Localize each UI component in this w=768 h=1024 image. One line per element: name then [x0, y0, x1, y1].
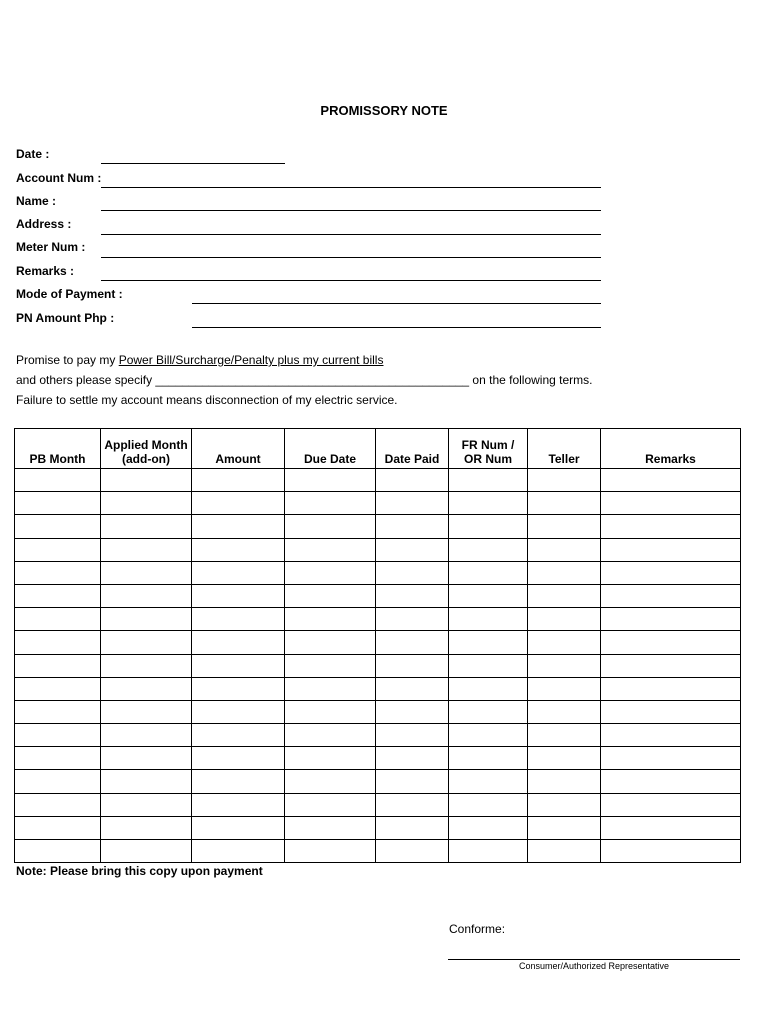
promise-underlined: Power Bill/Surcharge/Penalty plus my current bills	[118, 353, 384, 367]
table-cell[interactable]	[376, 700, 449, 723]
table-cell[interactable]	[101, 654, 192, 677]
table-cell[interactable]	[449, 515, 528, 538]
table-cell[interactable]	[101, 492, 192, 515]
table-cell[interactable]	[528, 469, 601, 492]
table-row	[15, 608, 741, 631]
table-cell[interactable]	[15, 654, 101, 677]
table-row	[15, 469, 741, 492]
table-cell[interactable]	[601, 631, 741, 654]
table-cell[interactable]	[449, 492, 528, 515]
table-cell[interactable]	[15, 538, 101, 561]
table-cell[interactable]	[376, 608, 449, 631]
table-cell[interactable]	[101, 747, 192, 770]
table-cell[interactable]	[15, 631, 101, 654]
header-pb-month: PB Month	[15, 429, 101, 469]
table-header-row	[15, 429, 741, 469]
table-cell[interactable]	[528, 677, 601, 700]
table-cell[interactable]	[601, 654, 741, 677]
table-cell[interactable]	[449, 770, 528, 793]
table-cell[interactable]	[101, 608, 192, 631]
table-cell[interactable]	[376, 492, 449, 515]
table-cell[interactable]	[285, 724, 376, 747]
table-cell[interactable]	[192, 700, 285, 723]
table-row	[15, 654, 741, 677]
address-field[interactable]	[101, 234, 601, 235]
mode-of-payment-field[interactable]	[192, 303, 601, 304]
table-cell[interactable]	[285, 631, 376, 654]
table-cell[interactable]	[15, 492, 101, 515]
signature-line[interactable]	[448, 959, 740, 960]
table-cell[interactable]	[15, 770, 101, 793]
table-cell[interactable]	[101, 677, 192, 700]
table-cell[interactable]	[376, 561, 449, 584]
remarks-field[interactable]	[101, 280, 601, 281]
date-label: Date :	[16, 147, 50, 161]
table-cell[interactable]	[601, 561, 741, 584]
meter-num-label: Meter Num :	[16, 240, 86, 254]
table-cell[interactable]	[15, 700, 101, 723]
table-row	[15, 840, 741, 863]
table-body	[15, 469, 741, 863]
meter-num-field[interactable]	[101, 257, 601, 258]
table-cell[interactable]	[192, 747, 285, 770]
table-cell[interactable]	[285, 793, 376, 816]
date-field[interactable]	[101, 163, 285, 164]
table-cell[interactable]	[15, 724, 101, 747]
table-cell[interactable]	[15, 677, 101, 700]
table-cell[interactable]	[449, 469, 528, 492]
table-cell[interactable]	[449, 561, 528, 584]
address-label: Address :	[16, 217, 72, 231]
table-cell[interactable]	[601, 700, 741, 723]
table-cell[interactable]	[601, 492, 741, 515]
table-cell[interactable]	[376, 747, 449, 770]
promise-line-2: and others please specify _______________________________________________ on the following terms.	[16, 373, 593, 387]
table-cell[interactable]	[449, 724, 528, 747]
table-cell[interactable]	[285, 816, 376, 839]
conforme-label: Conforme:	[449, 922, 506, 936]
table-cell[interactable]	[376, 793, 449, 816]
table-cell[interactable]	[601, 793, 741, 816]
table-cell[interactable]	[15, 816, 101, 839]
signature-caption: Consumer/Authorized Representative	[518, 961, 670, 971]
table-cell[interactable]	[192, 561, 285, 584]
payment-table	[14, 428, 741, 863]
table-cell[interactable]	[376, 515, 449, 538]
table-cell[interactable]	[101, 631, 192, 654]
table-cell[interactable]	[528, 700, 601, 723]
table-cell[interactable]	[101, 538, 192, 561]
table-row	[15, 561, 741, 584]
table-cell[interactable]	[528, 816, 601, 839]
table-cell[interactable]	[15, 515, 101, 538]
table-cell[interactable]	[192, 608, 285, 631]
table-cell[interactable]	[285, 492, 376, 515]
table-cell[interactable]	[449, 677, 528, 700]
table-cell[interactable]	[528, 654, 601, 677]
table-cell[interactable]	[101, 561, 192, 584]
table-row	[15, 747, 741, 770]
table-cell[interactable]	[192, 840, 285, 863]
mode-of-payment-label: Mode of Payment :	[16, 287, 123, 301]
page-title: PROMISSORY NOTE	[320, 103, 448, 118]
header-applied-month: Applied Month (add-on)	[101, 429, 192, 469]
header-date-paid: Date Paid	[376, 429, 449, 469]
table-cell[interactable]	[15, 561, 101, 584]
promise-line-1	[16, 353, 383, 367]
header-remarks: Remarks	[601, 429, 741, 469]
table-cell[interactable]	[101, 584, 192, 607]
header-fr-or-num: FR Num / OR Num	[449, 429, 528, 469]
table-row	[15, 492, 741, 515]
table-cell[interactable]	[528, 770, 601, 793]
table-cell[interactable]	[101, 700, 192, 723]
table-cell[interactable]	[449, 840, 528, 863]
table-cell[interactable]	[192, 492, 285, 515]
table-row	[15, 724, 741, 747]
table-cell[interactable]	[15, 584, 101, 607]
table-cell[interactable]	[192, 631, 285, 654]
header-teller: Teller	[528, 429, 601, 469]
table-cell[interactable]	[528, 724, 601, 747]
table-cell[interactable]	[528, 747, 601, 770]
table-cell[interactable]	[376, 840, 449, 863]
table-cell[interactable]	[528, 608, 601, 631]
table-cell[interactable]	[449, 816, 528, 839]
table-cell[interactable]	[285, 654, 376, 677]
table-cell[interactable]	[528, 515, 601, 538]
table-cell[interactable]	[285, 677, 376, 700]
table-cell[interactable]	[376, 677, 449, 700]
name-label: Name :	[16, 194, 57, 208]
table-cell[interactable]	[192, 469, 285, 492]
table-cell[interactable]	[601, 538, 741, 561]
table-row	[15, 584, 741, 607]
account-num-label: Account Num :	[16, 171, 102, 185]
table-cell[interactable]	[285, 770, 376, 793]
table-cell[interactable]	[192, 515, 285, 538]
table-cell[interactable]	[15, 793, 101, 816]
table-row	[15, 677, 741, 700]
table-cell[interactable]	[285, 538, 376, 561]
pn-amount-label: PN Amount Php :	[16, 311, 115, 325]
table-cell[interactable]	[528, 793, 601, 816]
table-cell[interactable]	[285, 561, 376, 584]
table-cell[interactable]	[449, 793, 528, 816]
table-row	[15, 770, 741, 793]
table-cell[interactable]	[601, 747, 741, 770]
table-cell[interactable]	[192, 816, 285, 839]
table-row	[15, 793, 741, 816]
table-cell[interactable]	[528, 584, 601, 607]
table-row	[15, 538, 741, 561]
table-cell[interactable]	[376, 724, 449, 747]
table-cell[interactable]	[449, 631, 528, 654]
table-cell[interactable]	[528, 631, 601, 654]
table-cell[interactable]	[101, 770, 192, 793]
table-cell[interactable]	[285, 700, 376, 723]
table-cell[interactable]	[601, 770, 741, 793]
table-row	[15, 631, 741, 654]
table-cell[interactable]	[192, 677, 285, 700]
pn-amount-field[interactable]	[192, 327, 601, 328]
table-cell[interactable]	[376, 631, 449, 654]
table-cell[interactable]	[101, 469, 192, 492]
table-cell[interactable]	[528, 538, 601, 561]
table-cell[interactable]	[101, 793, 192, 816]
table-cell[interactable]	[376, 654, 449, 677]
table-cell[interactable]	[192, 584, 285, 607]
table-cell[interactable]	[449, 700, 528, 723]
table-cell[interactable]	[376, 469, 449, 492]
table-cell[interactable]	[601, 584, 741, 607]
table-cell[interactable]	[376, 538, 449, 561]
table-cell[interactable]	[285, 584, 376, 607]
table-cell[interactable]	[601, 816, 741, 839]
table-row	[15, 700, 741, 723]
header-amount: Amount	[192, 429, 285, 469]
table-cell[interactable]	[285, 608, 376, 631]
promise-line-3: Failure to settle my account means disconnection of my electric service.	[16, 393, 398, 407]
table-cell[interactable]	[15, 608, 101, 631]
table-cell[interactable]	[449, 584, 528, 607]
table-cell[interactable]	[192, 538, 285, 561]
table-cell[interactable]	[601, 840, 741, 863]
table-cell[interactable]	[449, 608, 528, 631]
name-field[interactable]	[101, 210, 601, 211]
table-cell[interactable]	[285, 515, 376, 538]
table-cell[interactable]	[15, 747, 101, 770]
table-cell[interactable]	[192, 724, 285, 747]
table-cell[interactable]	[601, 515, 741, 538]
table-cell[interactable]	[192, 770, 285, 793]
table-cell[interactable]	[449, 538, 528, 561]
table-cell[interactable]	[285, 840, 376, 863]
table-cell[interactable]	[15, 469, 101, 492]
promise-prefix: Promise to pay my	[16, 353, 119, 367]
table-cell[interactable]	[285, 469, 376, 492]
table-cell[interactable]	[601, 469, 741, 492]
table-cell[interactable]	[101, 515, 192, 538]
table-cell[interactable]	[15, 840, 101, 863]
table-cell[interactable]	[601, 724, 741, 747]
table-cell[interactable]	[449, 747, 528, 770]
table-cell[interactable]	[601, 608, 741, 631]
table-cell[interactable]	[528, 561, 601, 584]
table-cell[interactable]	[192, 654, 285, 677]
account-num-field[interactable]	[101, 187, 601, 188]
table-cell[interactable]	[449, 654, 528, 677]
remarks-label: Remarks :	[16, 264, 75, 278]
table-cell[interactable]	[376, 584, 449, 607]
table-cell[interactable]	[285, 747, 376, 770]
table-cell[interactable]	[528, 492, 601, 515]
table-cell[interactable]	[101, 724, 192, 747]
table-cell[interactable]	[528, 840, 601, 863]
payment-note: Note: Please bring this copy upon payment	[16, 864, 263, 878]
table-cell[interactable]	[601, 677, 741, 700]
table-cell[interactable]	[101, 816, 192, 839]
table-cell[interactable]	[376, 770, 449, 793]
table-row	[15, 515, 741, 538]
table-cell[interactable]	[376, 816, 449, 839]
table-row	[15, 816, 741, 839]
header-due-date: Due Date	[285, 429, 376, 469]
table-cell[interactable]	[192, 793, 285, 816]
table-cell[interactable]	[101, 840, 192, 863]
